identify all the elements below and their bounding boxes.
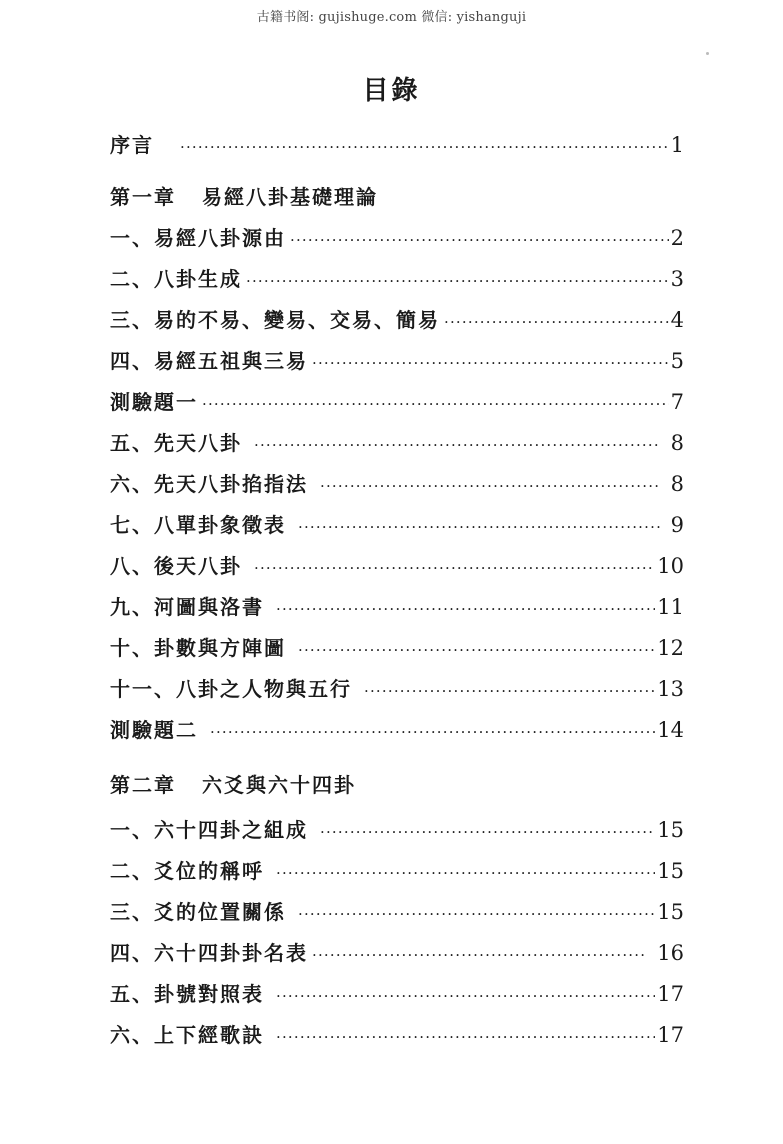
chapter-title: 易經八卦基礎理論 (202, 185, 378, 209)
toc-entry-page: 14 (657, 718, 684, 742)
toc-entry-page: 15 (657, 818, 684, 842)
toc-entry-label: 序言 (110, 133, 154, 157)
toc-entry-page: 17 (657, 1023, 684, 1047)
chapter-heading-1 (110, 180, 684, 214)
toc-entry (110, 895, 684, 929)
toc-entry-page: 15 (657, 900, 684, 924)
page-title: 目錄 (362, 76, 421, 106)
toc-entry-page: 13 (657, 677, 684, 701)
toc-entry-label: 二、八卦生成 (110, 267, 242, 291)
chapter-number: 第一章 (110, 185, 176, 209)
dot-leader (320, 815, 655, 849)
chapter-number: 第二章 (110, 773, 176, 797)
toc-entry (110, 221, 684, 255)
dot-leader (246, 264, 669, 298)
toc-entry-page: 2 (670, 226, 684, 250)
toc-entry (110, 344, 684, 378)
toc-entry-label: 五、先天八卦 (110, 431, 242, 455)
toc-entry-page: 17 (657, 982, 684, 1006)
toc-entry-page: 16 (657, 941, 684, 965)
dot-leader (298, 633, 655, 667)
toc-entry-label: 十一、八卦之人物與五行 (110, 677, 352, 701)
toc-entry-page: 8 (670, 431, 684, 455)
toc-entry-label: 六、上下經歌訣 (110, 1023, 264, 1047)
dot-leader (210, 715, 655, 749)
toc-entry-page: 4 (670, 308, 684, 332)
toc-entry (110, 977, 684, 1011)
dot-leader (298, 510, 661, 544)
toc-entry (110, 508, 684, 542)
toc-entry-page: 9 (670, 513, 684, 537)
toc-entry (110, 590, 684, 624)
dot-leader (320, 469, 661, 503)
dot-leader (312, 346, 669, 380)
toc-entry-label: 二、爻位的稱呼 (110, 859, 264, 883)
dot-leader (364, 674, 655, 708)
toc-entry-page: 8 (670, 472, 684, 496)
dot-leader (254, 428, 661, 462)
toc-entry-label: 五、卦號對照表 (110, 982, 264, 1006)
toc-entry (110, 713, 684, 747)
dot-leader (444, 305, 669, 339)
toc-entry-page: 3 (670, 267, 684, 291)
toc-entry-page: 5 (670, 349, 684, 373)
dot-leader (202, 387, 669, 421)
dot-leader (276, 979, 655, 1013)
toc-entry (110, 262, 684, 296)
toc-entry-label: 六、先天八卦掐指法 (110, 472, 308, 496)
dot-leader (298, 897, 655, 931)
dot-leader (254, 551, 655, 585)
scan-speck (706, 52, 709, 55)
dot-leader (312, 938, 647, 972)
toc-entry (110, 467, 684, 501)
chapter-title: 六爻與六十四卦 (202, 773, 356, 797)
dot-leader (180, 130, 669, 164)
dot-leader (276, 592, 655, 626)
dot-leader (276, 1020, 655, 1054)
toc-entry-page: 15 (657, 859, 684, 883)
toc-entry-page: 1 (670, 133, 684, 157)
toc-entry (110, 672, 684, 706)
toc-entry-label: 測驗題一 (110, 390, 198, 414)
toc-entry-label: 三、爻的位置關係 (110, 900, 286, 924)
toc-entry (110, 854, 684, 888)
toc-entry (110, 631, 684, 665)
toc-entry (110, 813, 684, 847)
toc-entry-label: 一、易經八卦源由 (110, 226, 286, 250)
chapter-heading-2 (110, 768, 684, 802)
toc-entry-page: 7 (670, 390, 684, 414)
dot-leader (290, 223, 669, 257)
toc-entry-page: 11 (657, 595, 684, 619)
toc-entry (110, 385, 684, 419)
toc-entry-label: 三、易的不易、變易、交易、簡易 (110, 308, 440, 332)
watermark: 古籍书阁: gujishuge.com 微信: yishanguji (256, 10, 527, 25)
toc-entry-label: 一、六十四卦之組成 (110, 818, 308, 842)
toc-entry (110, 549, 684, 583)
toc-entry-label: 測驗題二 (110, 718, 198, 742)
toc-entry-page: 12 (657, 636, 684, 660)
toc-entry (110, 936, 684, 970)
toc-entry-label: 七、八單卦象徵表 (110, 513, 286, 537)
toc-entry (110, 1018, 684, 1052)
toc-entry (110, 426, 684, 460)
toc-entry-label: 四、易經五祖與三易 (110, 349, 308, 373)
toc-entry-label: 九、河圖與洛書 (110, 595, 264, 619)
toc-entry (110, 303, 684, 337)
toc-entry-label: 十、卦數與方陣圖 (110, 636, 286, 660)
toc-entry-preface (110, 128, 684, 162)
dot-leader (276, 856, 655, 890)
toc-entry-label: 八、後天八卦 (110, 554, 242, 578)
toc-entry-page: 10 (657, 554, 684, 578)
toc-entry-label: 四、六十四卦卦名表 (110, 941, 308, 965)
